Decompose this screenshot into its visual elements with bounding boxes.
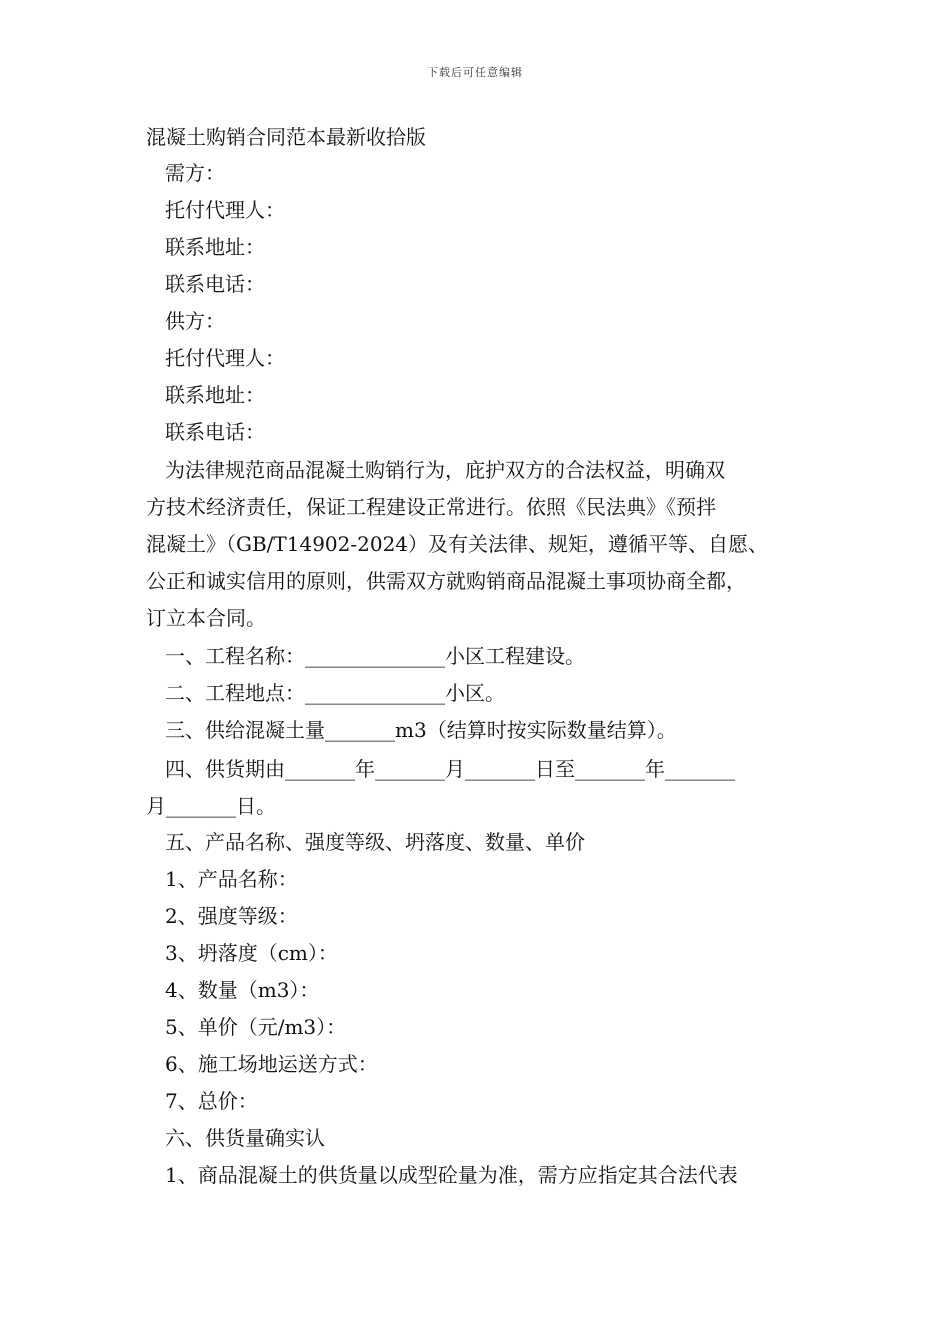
supplier-address-label: 联系地址： [165,383,265,407]
clause-supply-period-2: 月_______日。 [146,794,276,818]
header-note: 下载后可任意编辑 [427,66,523,79]
clause-project-name: 一、工程名称：______________小区工程建设。 [165,644,585,668]
clause-supply-confirmation: 六、供货量确实认 [165,1126,325,1150]
buyer-label: 需方： [165,161,225,185]
item-slump: 3、坍落度（cm）： [165,941,338,965]
item-quantity: 4、数量（m3）： [165,978,320,1002]
item-product-name: 1、产品名称： [165,867,298,891]
item-unit-price: 5、单价（元/m3）： [165,1015,347,1039]
clause-supply-quantity: 三、供给混凝土量_______m3（结算时按实际数量结算）。 [165,718,677,742]
clause-supply-period-1: 四、供货期由_______年_______月_______日至_______年_______ [165,757,735,781]
item-total-price: 7、总价： [165,1089,258,1113]
supplier-agent-label: 托付代理人： [165,346,285,370]
item-transport-method: 6、施工场地运送方式： [165,1052,378,1076]
clause-product-heading: 五、产品名称、强度等级、坍落度、数量、单价 [165,830,585,854]
preamble-line-2: 方技术经济责任，保证工程建设正常进行。依照《民法典》《预拌 [146,495,716,519]
buyer-agent-label: 托付代理人： [165,198,285,222]
buyer-phone-label: 联系电话： [165,272,265,296]
preamble-line-4: 公正和诚实信用的原则，供需双方就购销商品混凝土事项协商全都， [146,569,746,593]
supplier-label: 供方： [165,309,225,333]
clause-project-location: 二、工程地点：______________小区。 [165,681,505,705]
supplier-phone-label: 联系电话： [165,420,265,444]
preamble-line-1: 为法律规范商品混凝土购销行为，庇护双方的合法权益，明确双 [165,458,725,482]
confirmation-item-1: 1、商品混凝土的供货量以成型砼量为准，需方应指定其合法代表 [165,1163,738,1187]
document-title: 混凝土购销合同范本最新收拾版 [146,125,426,149]
buyer-address-label: 联系地址： [165,235,265,259]
preamble-line-5: 订立本合同。 [146,606,266,630]
preamble-line-3: 混凝土》（GB/T14902-2024）及有关法律、规矩，遵循平等、自愿、 [146,532,769,556]
item-strength-grade: 2、强度等级： [165,904,298,928]
